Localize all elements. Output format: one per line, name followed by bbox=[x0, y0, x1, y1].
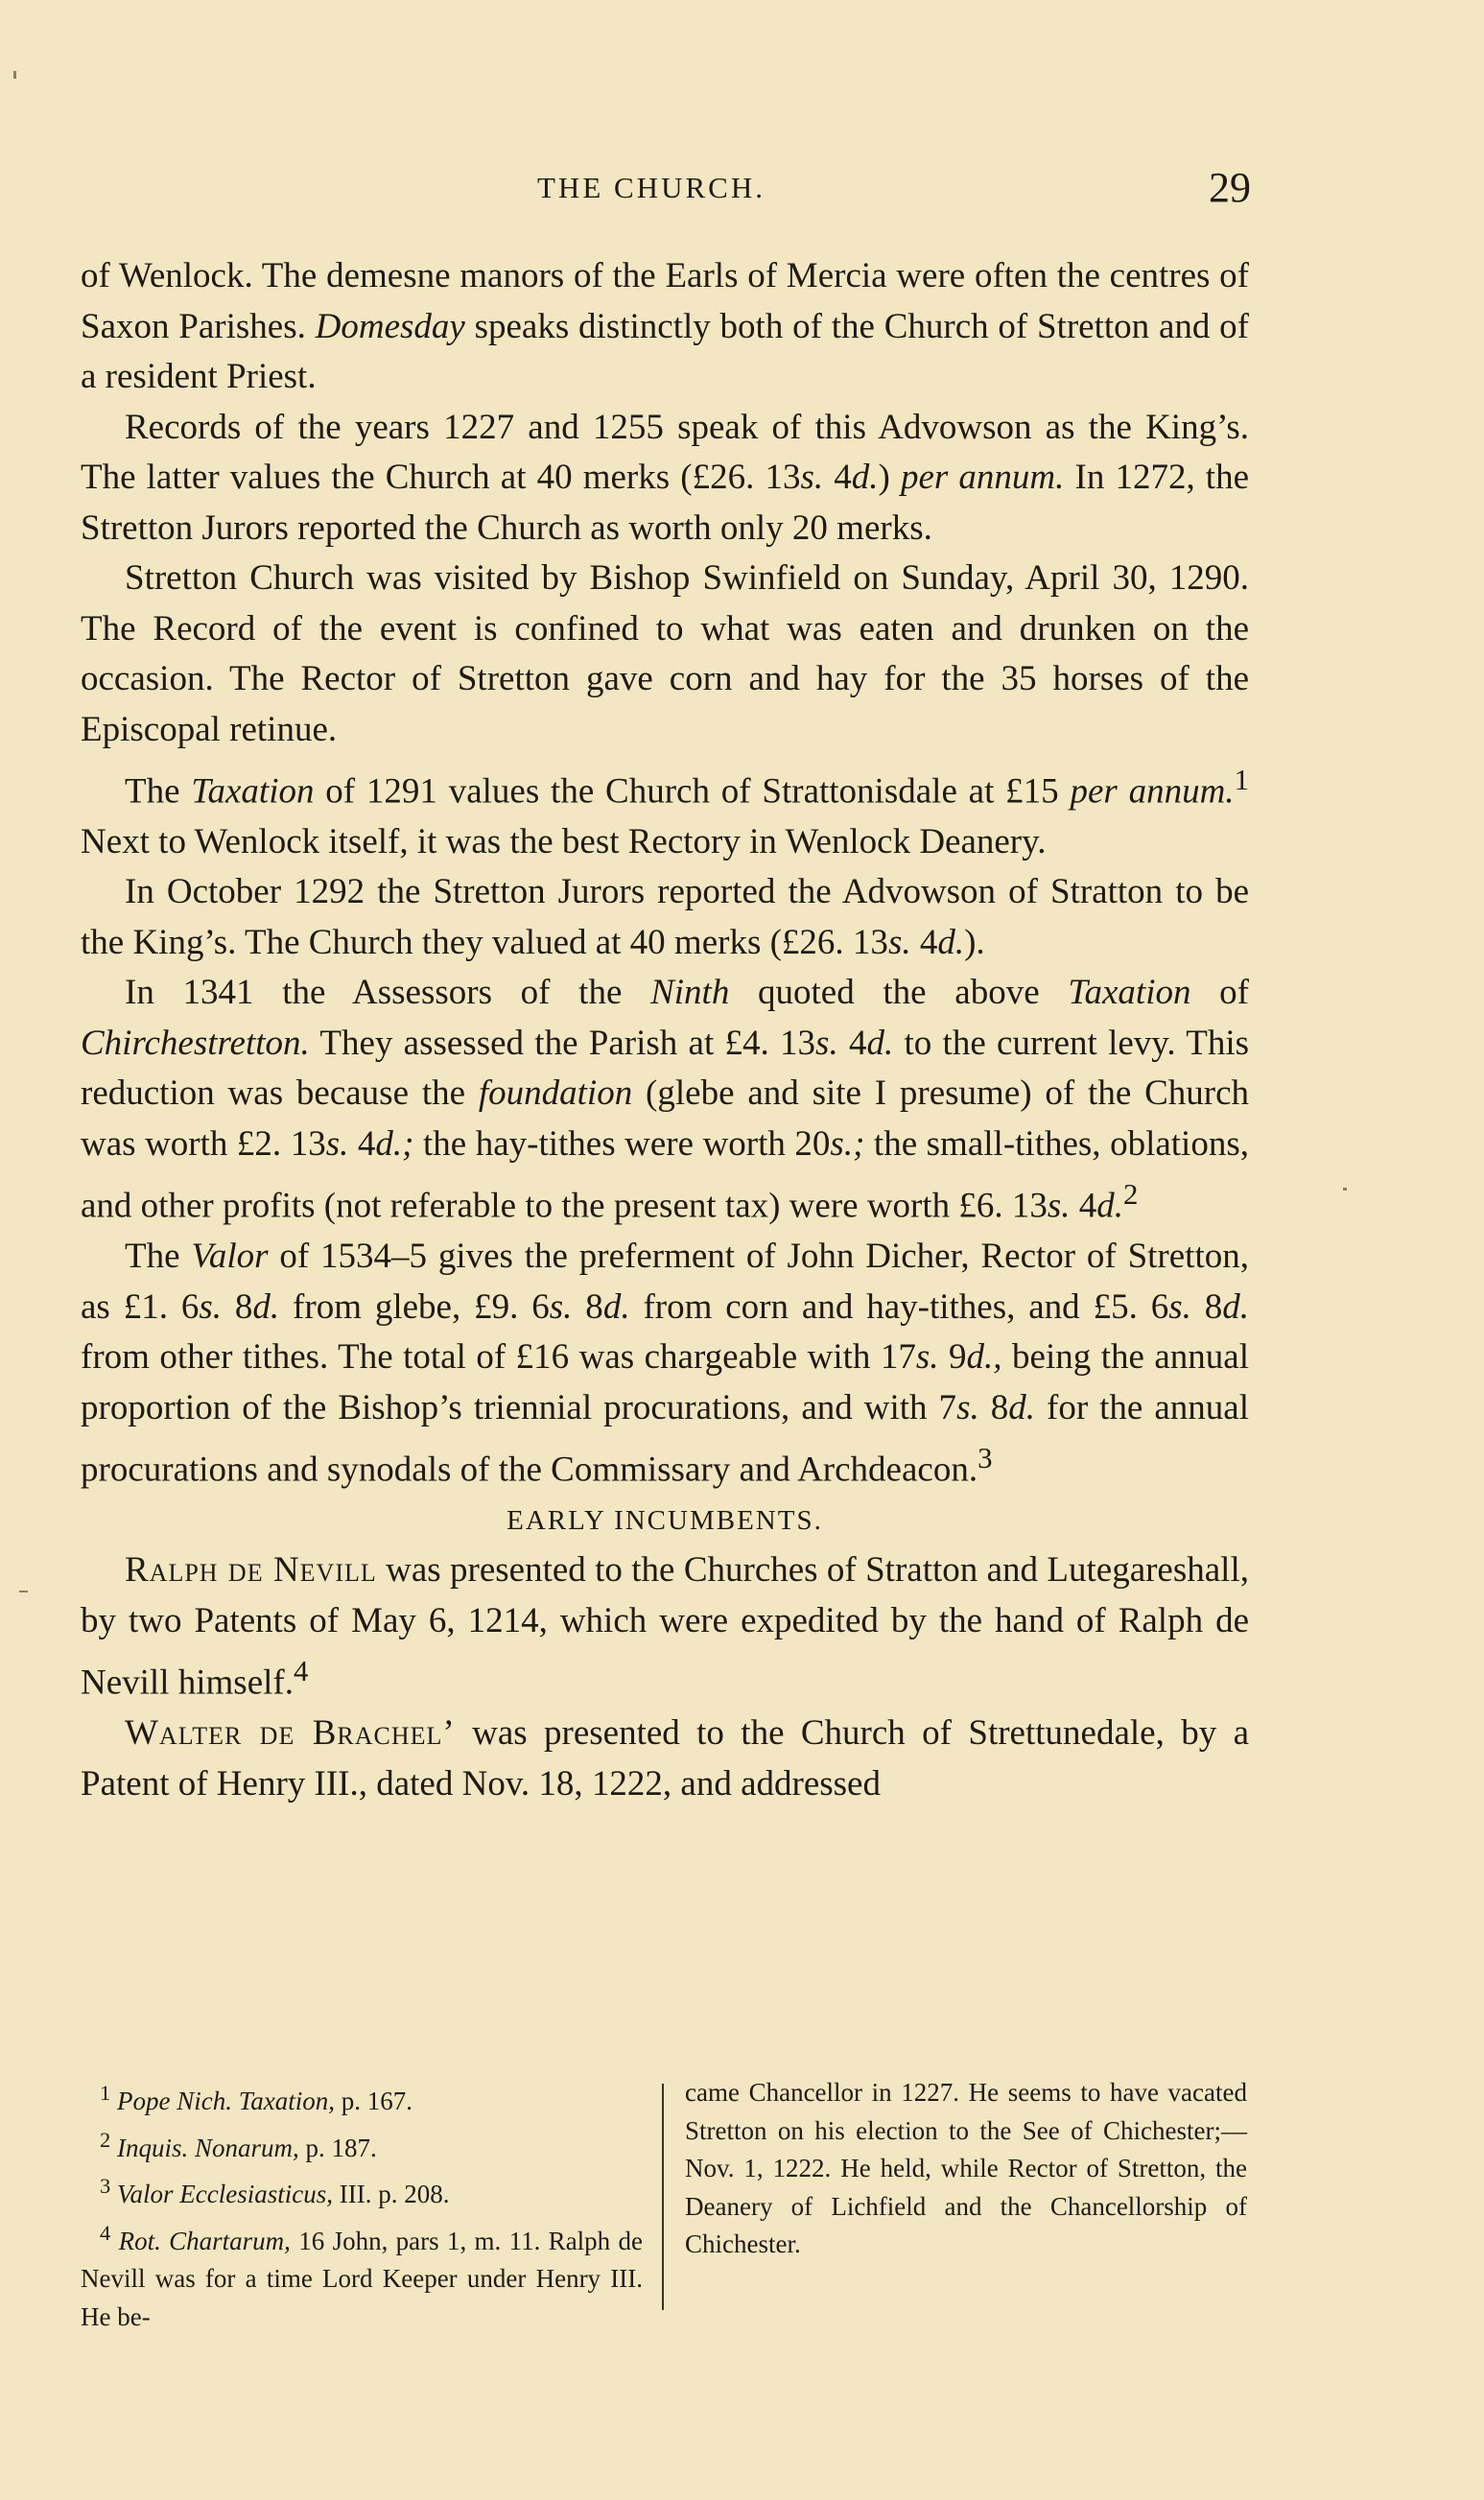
margin-speck bbox=[1343, 1188, 1347, 1191]
footnote-ref[interactable]: 1 bbox=[1234, 764, 1249, 796]
footnote: $^3$ Valor Ecclesiasticus, III. p. 208. bbox=[100, 2174, 450, 2208]
footnote-column-right bbox=[685, 2074, 1247, 2264]
page-number: 29 bbox=[1209, 164, 1251, 211]
footnote-continued: came Chancellor in 1227. He seems to have vacated Stretton on his election to the See of Chichester;—Nov. 1, 1222. He held, while Rector of Stretton, the Deanery of Lichfield and the Chancellorship of Chichester. bbox=[685, 2078, 1247, 2258]
margin-speck bbox=[19, 1591, 28, 1592]
paragraph: Records of the years 1227 and 1255 speak of this Advowson as the King’s. The latter values the Church at 40 merks (£26. 13s. 4d.) per annum. In 1272, the Stretton Jurors reported the Church as worth only 20 merks. bbox=[81, 407, 1250, 548]
paragraph: In October 1292 the Stretton Jurors reported the Advowson of Stratton to be the King’s. The Church they valued at 40 merks (£26. 13s. 4d.). bbox=[81, 872, 1249, 962]
footnote-ref[interactable]: 2 bbox=[1123, 1178, 1139, 1212]
paragraph: Stretton Church was visited by Bishop Swinfield on Sunday, April 30, 1290. The Record of the event is confined to what was eaten and drunken on the occasion. The Rector of Stretton gave corn and hay for the 35 horses of the Episcopal retinue. bbox=[81, 558, 1249, 749]
margin-speck bbox=[13, 71, 16, 79]
footnote-column-left bbox=[81, 2074, 643, 2336]
running-head: THE CHURCH. bbox=[537, 171, 766, 204]
paragraph: In 1341 the Assessors of the Ninth quoted the above Taxation of Chirchestretton. They assessed the Parish at £4. 13s. 4d. to the current levy. This reduction was because the foundation (glebe and site I presume) of the Church was worth £2. 13s. 4d.; the hay-tithes were worth 20s.; the small-tithes, oblations, and other profits (not referable to the present tax) were worth £6. 13s. 4d.$^2$ bbox=[81, 973, 1250, 1226]
page-header bbox=[81, 163, 1251, 221]
paragraph: of Wenlock. The demesne manors of the Earls of Mercia were often the centres of Saxon Parishes. Domesday speaks distinctly both of the Church of Stretton and of a resident Priest. bbox=[81, 256, 1249, 396]
section-heading: EARLY INCUMBENTS. bbox=[506, 1504, 823, 1536]
footnote-ref[interactable]: 3 bbox=[978, 1442, 993, 1475]
footnote: $^4$ Rot. Chartarum, 16 John, pars 1, m. 11. Ralph de Nevill was for a time Lord Keeper under Henry III. He be- bbox=[81, 2220, 643, 2331]
footnotes bbox=[81, 2074, 1253, 2331]
person-name: Walter de Brachel’ bbox=[125, 1713, 456, 1754]
paragraph: Ralph de Nevill was presented to the Churches of Stratton and Lutegareshall, by two Patents of May 6, 1214, which were expedited by the hand of Ralph de Nevill himself.$^4$ bbox=[81, 1550, 1249, 1703]
paragraph: Walter de Brachel’ was presented to the Church of Strettunedale, by a Patent of Henry III., dated Nov. 18, 1222, and addressed bbox=[81, 1713, 1249, 1804]
paragraph: The Valor of 1534–5 gives the preferment of John Dicher, Rector of Stretton, as £1. 6s. 8d. from glebe, £9. 6s. 8d. from corn and hay-tithes, and £5. 6s. 8d. from other tithes. The total of £16 was chargeable with 17s. 9d., being the annual proportion of the Bishop’s triennial procurations, and with 7s. 8d. for the annual procurations and synodals of the Commissary and Archdeacon.$^3$ bbox=[81, 1237, 1250, 1490]
body-text bbox=[81, 251, 1249, 1809]
footnote: $^1$ Pope Nich. Taxation, p. 167. bbox=[100, 2081, 412, 2115]
footnote: $^2$ Inquis. Nonarum, p. 187. bbox=[100, 2127, 377, 2162]
person-name: Ralph de Nevill bbox=[125, 1550, 377, 1591]
column-divider bbox=[662, 2084, 664, 2310]
footnote-ref[interactable]: 4 bbox=[293, 1655, 309, 1688]
paragraph: The Taxation of 1291 values the Church of Strattonisdale at £15 per annum.$^1$ Next to Wenlock itself, it was the best Rectory in Wenlock Deanery. bbox=[81, 764, 1249, 861]
